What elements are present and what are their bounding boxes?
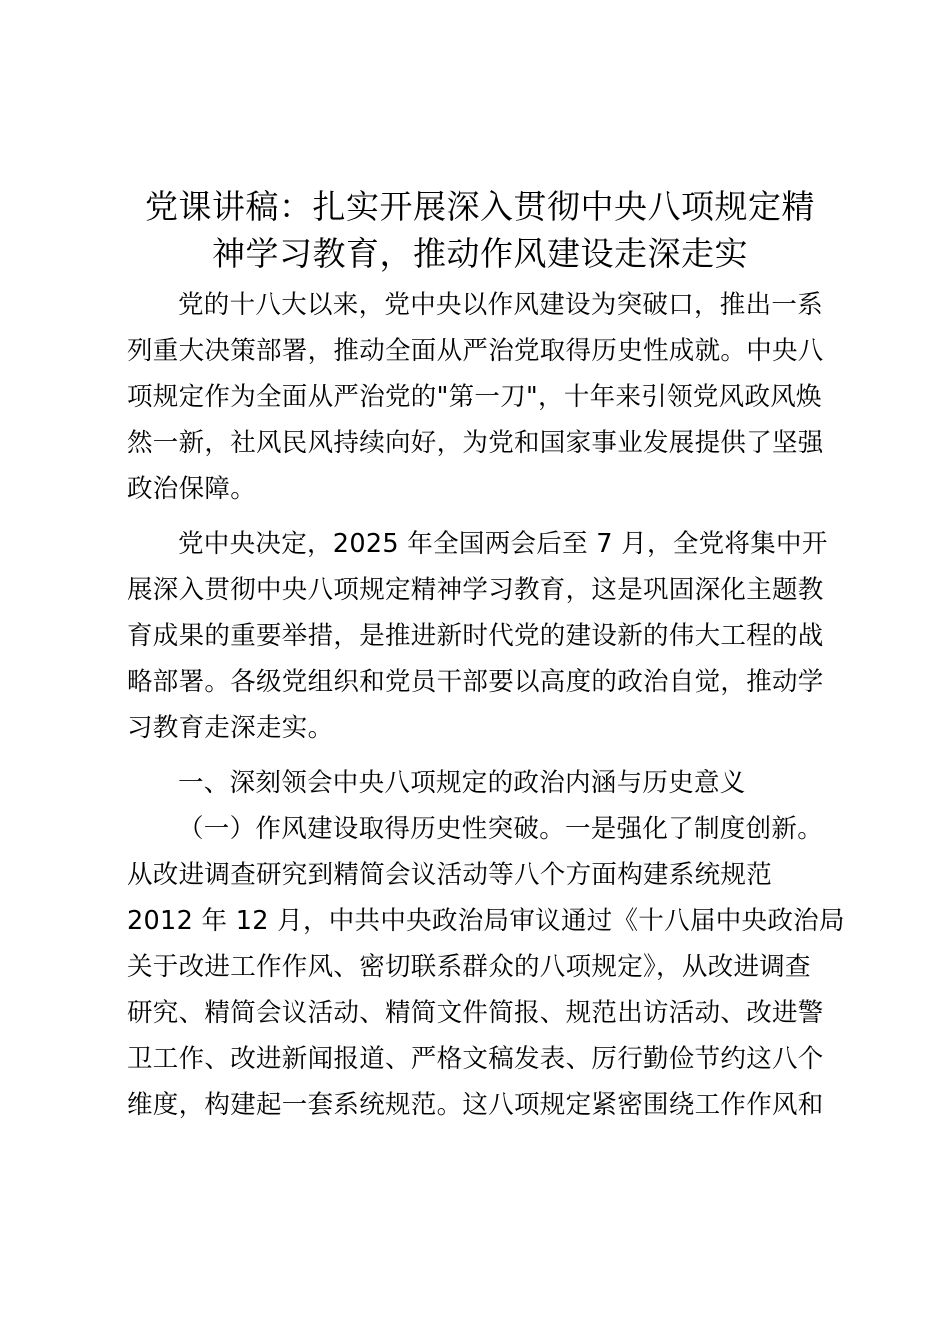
paragraph-line: 习教育走深走实。 [127, 713, 334, 743]
paragraph-line: 项规定作为全面从严治党的"第一刀"，十年来引领党风政风焕 [127, 382, 822, 412]
title-line-1: 党课讲稿：扎实开展深入贯彻中央八项规定精 [145, 187, 815, 226]
paragraph-line: 然一新，社风民风持续向好，为党和国家事业发展提供了坚强 [127, 428, 824, 458]
paragraph-line: 2012 年 12 月，中共中央政治局审议通过《十八届中央政治局 [127, 906, 845, 936]
paragraph-line: 党的十八大以来，党中央以作风建设为突破口，推出一系 [178, 290, 824, 320]
paragraph-line: 政治保障。 [127, 474, 257, 504]
paragraph-line: （一）作风建设取得历史性突破。一是强化了制度创新。 [178, 814, 824, 844]
paragraph-line: 育成果的重要举措，是推进新时代党的建设新的伟大工程的战 [127, 621, 824, 651]
paragraph-2 [127, 521, 832, 751]
document-body [127, 282, 845, 1128]
paragraph-1 [127, 282, 832, 512]
paragraph-line: 从改进调查研究到精简会议活动等八个方面构建系统规范 [127, 860, 773, 890]
title-line-2: 神学习教育，推动作风建设走深走实 [212, 234, 748, 273]
paragraph-line: 略部署。各级党组织和党员干部要以高度的政治自觉，推动学 [127, 667, 824, 697]
paragraph-line: 关于改进工作作风、密切联系群众的八项规定》，从改进调查 [127, 952, 811, 982]
document-title [110, 183, 850, 277]
paragraph-line: 展深入贯彻中央八项规定精神学习教育，这是巩固深化主题教 [127, 575, 824, 605]
subsection-paragraph [127, 806, 845, 1128]
section-heading: 一、深刻领会中央八项规定的政治内涵与历史意义 [178, 768, 746, 798]
paragraph-line: 卫工作、改进新闻报道、严格文稿发表、厉行勤俭节约这八个 [127, 1044, 824, 1074]
paragraph-line: 党中央决定，2025 年全国两会后至 7 月，全党将集中开 [178, 529, 828, 559]
paragraph-line: 研究、精简会议活动、精简文件简报、规范出访活动、改进警 [127, 998, 824, 1028]
paragraph-line: 列重大决策部署，推动全面从严治党取得历史性成就。中央八 [127, 336, 824, 366]
paragraph-line: 维度，构建起一套系统规范。这八项规定紧密围绕工作作风和 [127, 1090, 824, 1120]
